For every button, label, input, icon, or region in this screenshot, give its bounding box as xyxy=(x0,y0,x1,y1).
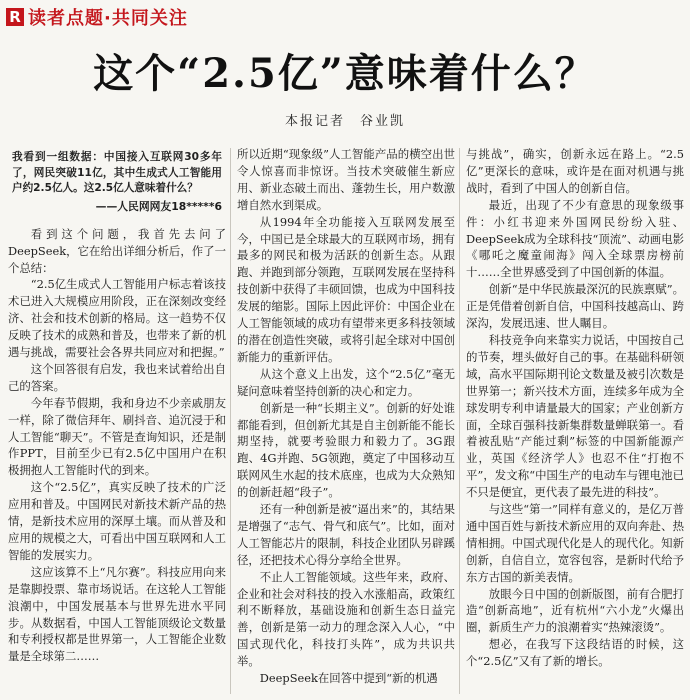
paragraph: 放眼今日中国的创新版图，前有合肥打造“创新高地”，近有杭州“六小龙”火爆出圈，新质生产力的浪潮着实“热辣滚烫”。 xyxy=(466,586,684,635)
article-column-3 xyxy=(466,146,684,696)
paragraph: 这个“2.5亿”，真实反映了技术的广泛应用和普及。中国网民对新技术新产品的热情，是新技术应用的深厚土壤。而从普及和应用的规模之大，可看出中国互联网和人工智能的发展实力。 xyxy=(8,480,226,562)
column-header xyxy=(6,4,188,30)
paragraph: 还有一种创新是被“逼出来”的，其结果是增强了“志气、骨气和底气”。比如，面对人工智能芯片的限制，科技企业团队另辟蹊径，还把技术心得分享给全世界。 xyxy=(237,502,455,567)
paragraph: 从1994年全功能接入互联网发展至今，中国已是全球最大的互联网市场，拥有最多的网民和极为活跃的创新生态。从跟跑、并跑到部分领跑，互联网发展在坚持科技创新中获得了丰硕回馈，也成为中国科技发展的缩影。国际上因此评价：中国企业在人工智能领域的成功有望带来更多科技领域的潜在创造性突破，或将引起全球对中国创新能力的重新评估。 xyxy=(237,214,455,364)
paragraph: DeepSeek在回答中提到“新的机遇 xyxy=(259,671,438,686)
paragraph: 想必，在我写下这段结语的时候，这个“2.5亿”又有了新的增长。 xyxy=(466,637,684,669)
r-logo-icon: R xyxy=(6,8,24,26)
paragraph: 科技竞争向来靠实力说话，中国按自己的节奏，埋头做好自己的事。在基础科研领域，高水平国际期刊论文数量及被引次数是世界第一；新兴技术方面，连续多年成为全球发明专利申请量最大的国家；产业创新方面，全球百强科技新集群数量蝉联第一。看着被乱贴“产能过剩”标签的中国新能源产业，英国《经济学人》也忍不住“打抱不平”，发文称“中国生产的电动车与锂电池已不只是便宜，更代表了最先进的科技”。 xyxy=(466,332,684,500)
reader-question xyxy=(8,150,226,216)
paragraph: 这个回答很有启发，我也来试着给出自己的答案。 xyxy=(8,361,226,393)
column-title: 读者点题·共同关注 xyxy=(28,8,188,29)
paragraph: 与挑战”，确实，创新永远在路上。“2.5亿”更深长的意味，或许是在面对机遇与挑战时，看到了中国人的创新自信。 xyxy=(466,147,684,195)
paragraph: 创新是一种“长期主义”。创新的好处谁都能看到，但创新尤其是自主创新能不能长期坚持，就要考验眼力和毅力了。3G跟跑、4G并跑、5G领跑，奠定了中国移动互联网风生水起的技术底座，也成为大众熟知的创新赶超“段子”。 xyxy=(237,400,455,500)
paragraph: 最近，出现了不少有意思的现象级事件：小红书迎来外国网民纷纷入驻、DeepSeek成为全球科技“顶流”、动画电影《哪吒之魔童闹海》闯入全球票房榜前十……全世界感受到了中国创新的体温。 xyxy=(466,197,684,280)
paragraph: 创新“是中华民族最深沉的民族禀赋”。正是凭借着创新自信，中国科技越高山、跨深沟，发展迅速、世人瞩目。 xyxy=(466,282,684,331)
paragraph: 这应该算不上“凡尔赛”。科技应用向来是靠脚投票、靠市场说话。在这轮人工智能浪潮中，中国发展基本与世界先进水平同步。从数据看，中国人工智能顶级论文数量和专利授权都是世界第一，人工智能企业数量是全球第二…… xyxy=(8,564,226,664)
paragraph: 今年春节假期，我和身边不少亲戚朋友一样，除了微信拜年、刷抖音、追沉浸于和人工智能“聊天”。不管是查询知识，还是制作PPT，目前至少已有2.5亿中国用户在积极拥抱人工智能时代的到来。 xyxy=(8,395,226,478)
paragraph: 不止人工智能领域。这些年来，政府、企业和社会对科技的投入水涨船高，政策红利不断释放，基础设施和创新生态日益完善，创新是第一动力的理念深入人心，“中国式现代化，科技打头阵”，成为共识共举。 xyxy=(237,569,455,669)
headline: 这个“2.5亿”意味着什么？ xyxy=(93,50,597,97)
paragraph: 看到这个问题，我首先去问了DeepSeek，它在给出详细分析后，作了一个总结： xyxy=(8,226,226,275)
byline: 本报记者 谷业凯 xyxy=(284,114,405,129)
column-divider xyxy=(230,148,231,694)
paragraph: “2.5亿生成式人工智能用户标志着该技术已进入大规模应用阶段，正在深刻改变经济、社会和技术创新的格局。这一趋势不仅反映了技术的成熟和普及，也带来了新的机遇与挑战，需要社会各界共同应对和把握。” xyxy=(8,277,226,360)
article-column-2 xyxy=(237,146,455,696)
article-column-1 xyxy=(8,150,226,700)
paragraph: 从这个意义上出发，这个“2.5亿”毫无疑问意味着坚持创新的决心和定力。 xyxy=(237,366,455,398)
paragraph: 与这些“第一”同样有意义的，是亿万普通中国百姓与新技术新应用的双向奔赴、热情相拥。中国式现代化是人的现代化。知新创新，自信自立，宽容包容，是新时代给予东方古国的新美表情。 xyxy=(466,502,684,584)
column-divider xyxy=(459,148,460,694)
reader-question-text: 我看到一组数据：中国接入互联网30多年了，网民突破11亿，其中生成式人工智能用户约2.5亿人。这2.5亿人意味着什么？ xyxy=(12,151,222,195)
paragraph: 所以近期“现象级”人工智能产品的横空出世令人惊喜而非惊讶。当技术突破催生新应用、新业态破土而出、蓬勃生长，用户数激增自然水到渠成。 xyxy=(237,147,455,212)
reader-question-attribution: ——人民网网友18*****6 xyxy=(95,199,222,213)
